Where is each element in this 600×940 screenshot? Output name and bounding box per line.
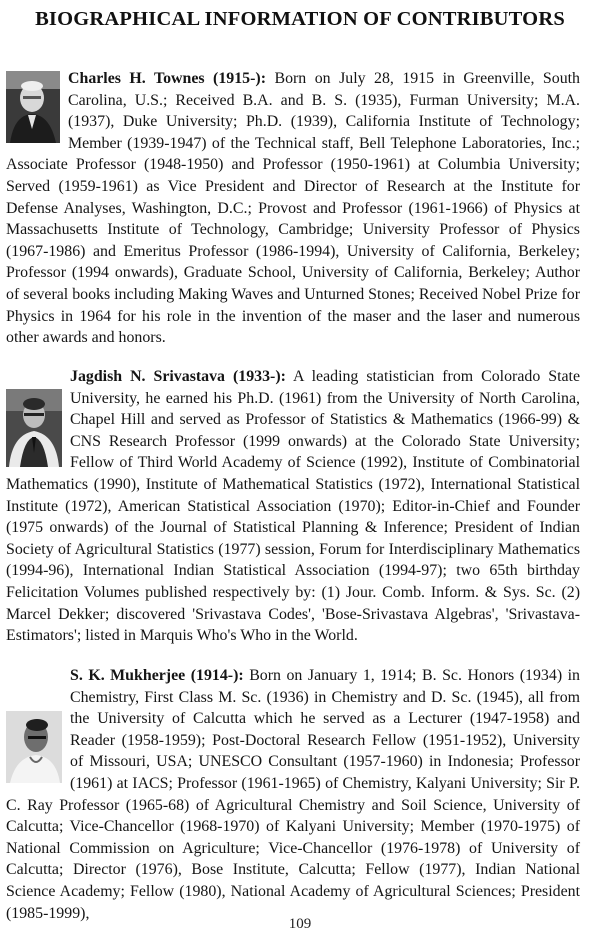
contributor-bio: Born on July 28, 1915 in Greenville, South Carolina, U.S.; Received B.A. and B. S. (1935), Furman University; M.A. (1937), Duke University; Ph.D. (1939), California Institute of Technology; Member (1939-1947) of the Technical staff, Bell Telephone Laboratories, Inc.; Associate Professor (1948-1950) and Professor (1950-1961) at Columbia University; Served (1959-1961) as Vice President and Director of Research at the Institute for Defense Analyses, Washington, D.C.; Provost and Professor (1961-1966) of Physics at Massachusetts Institute of Technology, Cambridge; University Professor of Physics (1967-1986) and Emeritus Professor (1986-1994), University of California, Berkeley; Professor (1994 onwards), Graduate School, University of California, Berkeley; Author of several books including Making Waves and Unturned Stones; Received Nobel Prize for Physics in 1964 for his role in the invention of the maser and the laser and numerous other awards and honors. — [6, 70, 581, 347]
contributor-bio: Born on January 1, 1914; B. Sc. Honors (1934) in Chemistry, First Class M. Sc. (1936) in Chemistry and D. Sc. (1945), all from the University of Calcutta which he served as a Lecturer (1947-1958) and Reader (1958-1959); Post-Doctoral Research Fellow (1951-1952), University of Missouri, USA; UNESCO Consultant (1957-1960) in Indonesia; Professor (1961) at IACS; Professor (1961-1965) of Chemistry, Kalyani University; Sir P. C. Ray Professor (1965-68) of Agricultural Chemistry and Soil Science, University of Calcutta; Vice-Chancellor (1968-1970) of Kalyani University; Member (1970-1975) of National Commission on Agriculture; Vice-Chancellor (1976-1978) of University of Calcutta; Director (1976), Bose Institute, Calcutta; Fellow (1977), Indian National Science Academy; Fellow (1980), National Academy of Agricultural Sciences; President (1985-1999), — [6, 667, 580, 922]
contributor-name: Charles H. Townes (1915-) — [68, 70, 261, 87]
name-separator: : — [260, 70, 266, 87]
contributor-name: S. K. Mukherjee (1914-): — [70, 667, 244, 684]
portrait-icon — [6, 71, 60, 143]
contributor-entry — [6, 366, 580, 647]
contributor-entry — [6, 665, 580, 924]
contributor-photo — [6, 711, 62, 783]
contributor-bio: A leading statistician from Colorado State University, he earned his Ph.D. (1961) from the University of North Carolina, Chapel Hill and served as Professor of Statistics & Mathematics (1966-99) & CNS Research Professor (1999 onwards) at the Colorado State University; Fellow of Third World Academy of Science (1992), Institute of Combinatorial Mathematics (1990), Institute of Mathematical Statistics (1972), International Statistical Institute (1972), American Statistical Association (1970); Editor-in-Chief and Founder (1975 onwards) of the Journal of Statistical Planning & Inference; President of Indian Society of Agricultural Statistics (1977) session, Forum for Interdisciplinary Mathematics (1994-96), International Indian Statistical Association (1994-97); two 65th birthday Felicitation Volumes published respectively by: (1) Jour. Comb. Inform. & Sys. Sc. (2) Marcel Dekker; discovered 'Srivastava Codes', 'Bose-Srivastava Algebras', 'Srivastava-Estimators'; listed in Marquis Who's Who in the World. — [6, 368, 581, 645]
contributor-photo — [6, 389, 62, 467]
portrait-icon — [6, 711, 62, 783]
contributor-entry — [6, 68, 580, 349]
page-title: BIOGRAPHICAL INFORMATION OF CONTRIBUTORS — [35, 8, 565, 30]
contributor-photo — [6, 71, 60, 143]
page-number: 109 — [288, 916, 312, 932]
portrait-icon — [6, 389, 62, 467]
contributor-name: Jagdish N. Srivastava (1933-): — [70, 368, 286, 385]
